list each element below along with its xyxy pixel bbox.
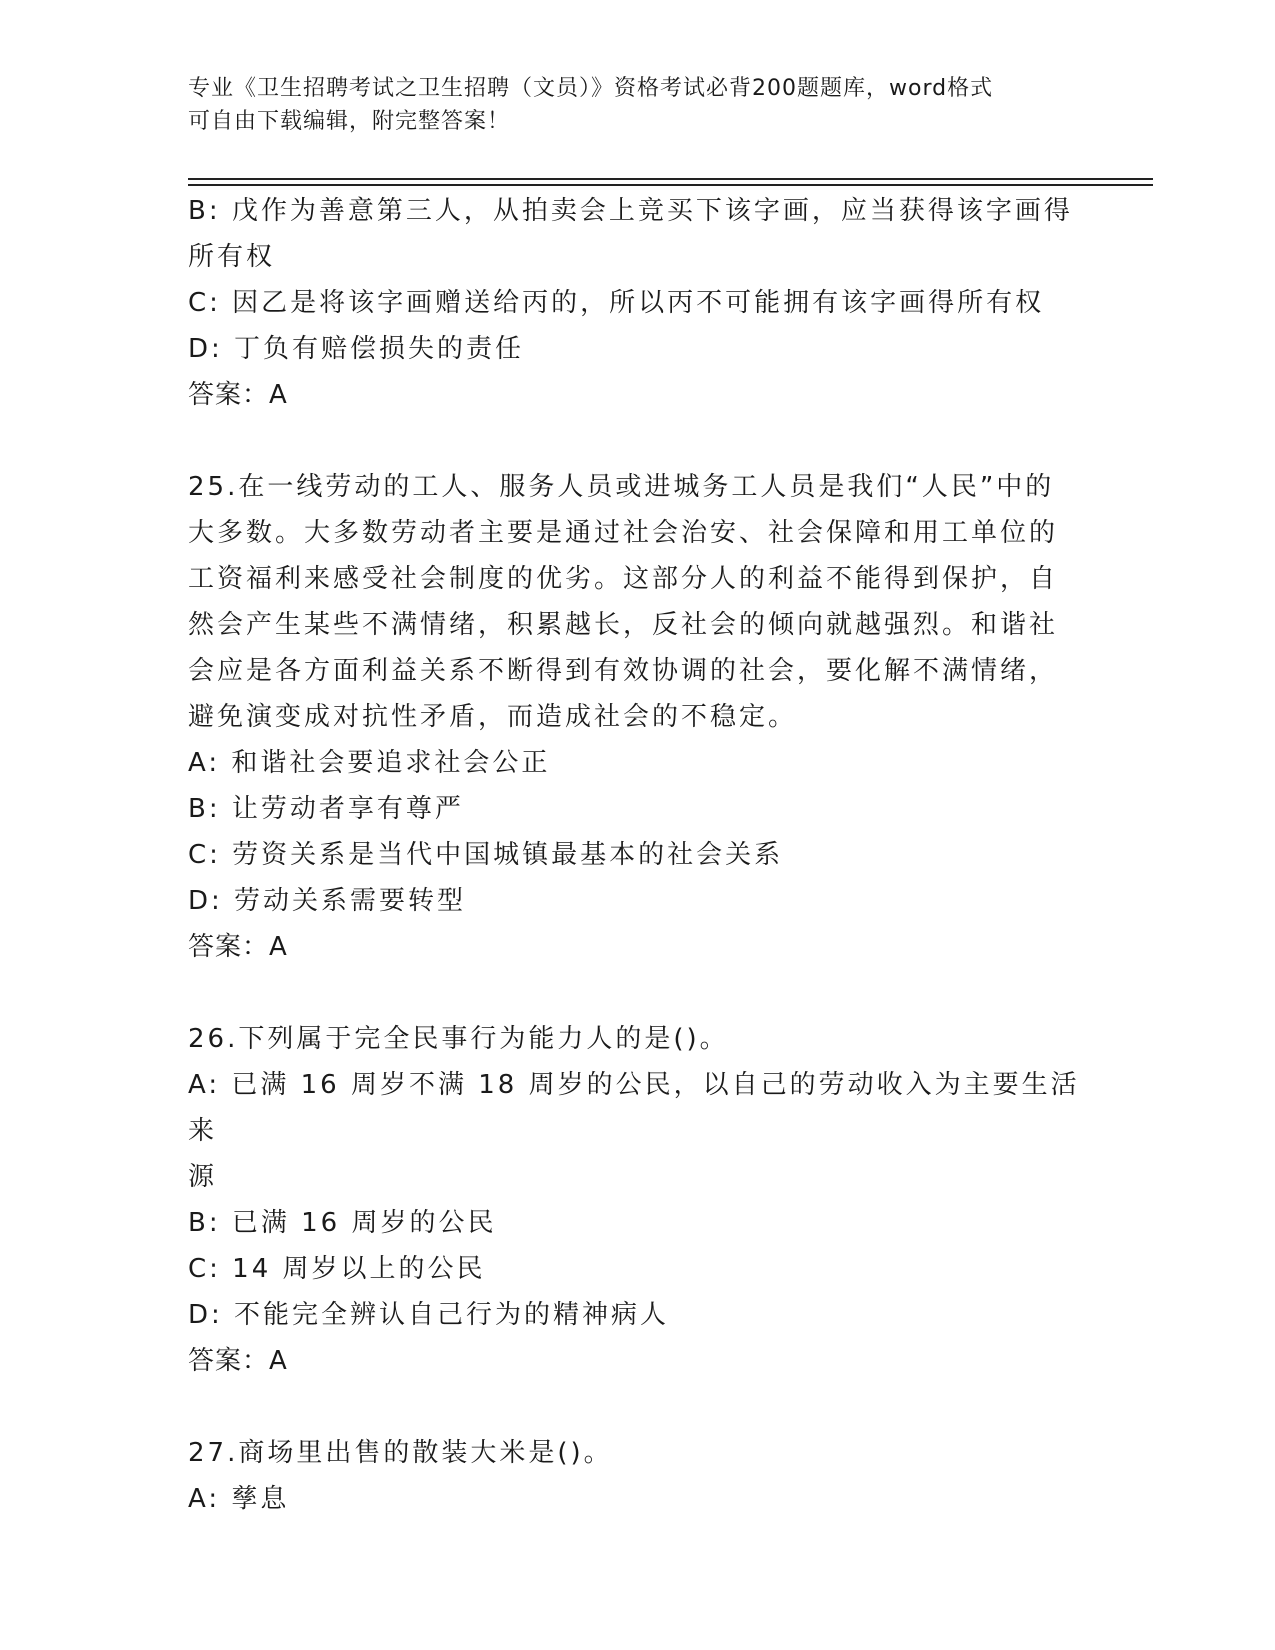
question-25 (188, 464, 1088, 970)
question-stem-line: 会应是各方面利益关系不断得到有效协调的社会，要化解不满情绪， (188, 656, 1059, 686)
question-stem-line: 25.在一线劳动的工人、服务人员或进城务工人员是我们“人民”中的 (188, 472, 1055, 502)
option-b: B: 让劳动者享有尊严 (188, 794, 464, 824)
question-stem: 27.商场里出售的散装大米是()。 (188, 1438, 613, 1468)
option-d: D: 劳动关系需要转型 (188, 886, 467, 916)
header-line: 可自由下载编辑，附完整答案！ (188, 109, 511, 134)
spacer (188, 1384, 1088, 1430)
option-a: A: 孳息 (188, 1484, 290, 1514)
header-divider (188, 178, 1153, 180)
spacer (188, 970, 1088, 1016)
option-d: D: 不能完全辨认自己行为的精神病人 (188, 1300, 670, 1330)
option-a: A: 和谐社会要追求社会公正 (188, 748, 551, 778)
option-c: C: 因乙是将该字画赠送给丙的，所以丙不可能拥有该字画得所有权 (188, 288, 1045, 318)
option-b: B: 戊作为善意第三人，从拍卖会上竞买下该字画，应当获得该字画得 (188, 196, 1073, 226)
option-b: B: 已满 16 周岁的公民 (188, 1208, 497, 1238)
document-header (188, 72, 1088, 138)
question-stem-line: 避免演变成对抗性矛盾，而造成社会的不稳定。 (188, 702, 798, 732)
spacer (188, 418, 1088, 464)
question-stem: 26.下列属于完全民事行为能力人的是()。 (188, 1024, 729, 1054)
answer: 答案：A (188, 380, 288, 410)
option-c: C: 劳资关系是当代中国城镇最基本的社会关系 (188, 840, 784, 870)
option-a: A: 已满 16 周岁不满 18 周岁的公民，以自己的劳动收入为主要生活来 (188, 1070, 1080, 1146)
question-27 (188, 1430, 1088, 1522)
header-line: 专业《卫生招聘考试之卫生招聘（文员）》资格考试必背200题题库，word格式 (188, 76, 994, 101)
question-26 (188, 1016, 1088, 1384)
option-b-continued: 所有权 (188, 242, 276, 272)
header-divider (188, 184, 1153, 186)
question-content (188, 188, 1088, 1522)
answer: 答案：A (188, 932, 288, 962)
option-d: D: 丁负有赔偿损失的责任 (188, 334, 525, 364)
option-a-continued: 源 (188, 1162, 218, 1192)
question-stem-line: 然会产生某些不满情绪，积累越长，反社会的倾向就越强烈。和谐社 (188, 610, 1059, 640)
question-stem-line: 工资福利来感受社会制度的优劣。这部分人的利益不能得到保护，自 (188, 564, 1059, 594)
question-stem-line: 大多数。大多数劳动者主要是通过社会治安、社会保障和用工单位的 (188, 518, 1059, 548)
previous-question-tail (188, 188, 1088, 418)
option-c: C: 14 周岁以上的公民 (188, 1254, 486, 1284)
answer: 答案：A (188, 1346, 288, 1376)
